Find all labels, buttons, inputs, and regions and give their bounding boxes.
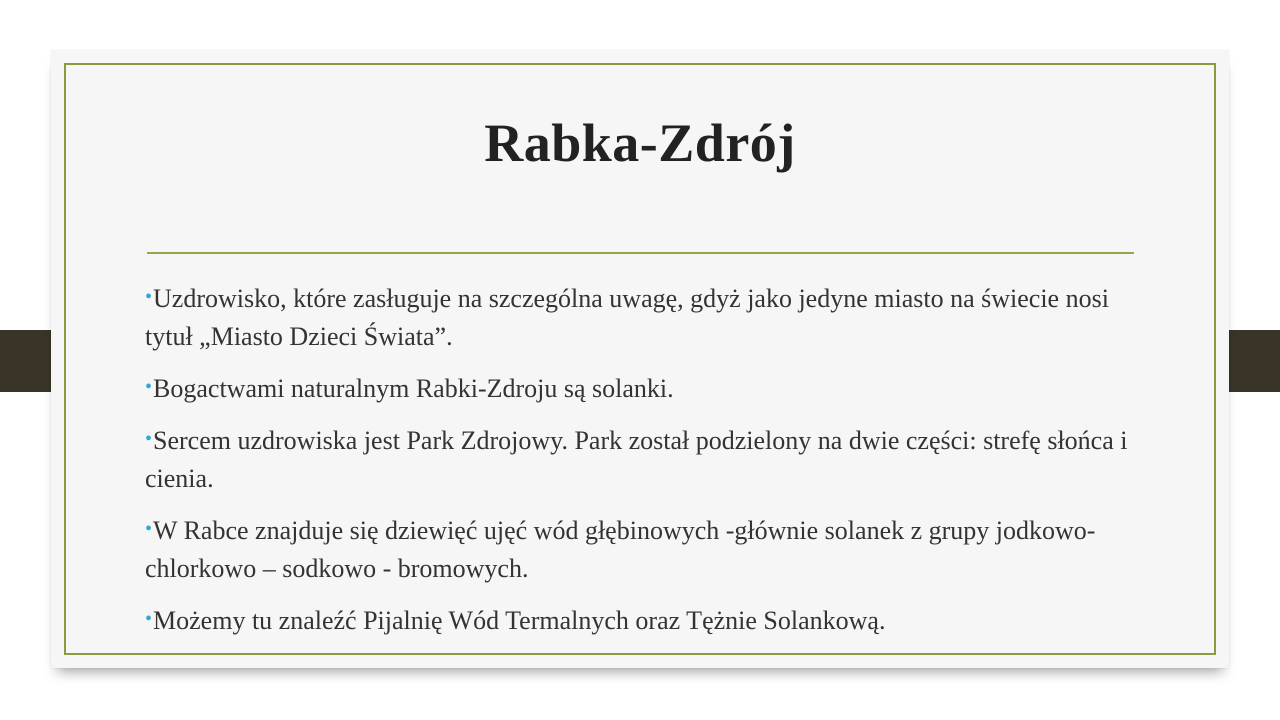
bullet-item	[145, 422, 1145, 498]
title-divider	[147, 252, 1134, 254]
bullet-item	[145, 512, 1145, 588]
bullet-text: Uzdrowisko, które zasługuje na szczególna uwagę, gdyż jako jedyne miasto na świecie nosi tytuł „Miasto Dzieci Świata”.	[145, 284, 1109, 351]
bullet-text: W Rabce znajduje się dziewięć ujęć wód głębinowych -głównie solanek z grupy jodkowo- chlorkowo – sodkowo - bromowych.	[145, 516, 1096, 583]
bullet-dot-icon: •	[145, 286, 153, 308]
bullet-item	[145, 602, 1145, 640]
bullet-item	[145, 280, 1145, 356]
slide-card	[51, 50, 1229, 668]
bullet-dot-icon: •	[145, 518, 153, 540]
bullet-dot-icon: •	[145, 608, 153, 630]
bullet-dot-icon: •	[145, 428, 153, 450]
bullet-text: Bogactwami naturalnym Rabki-Zdroju są solanki.	[153, 374, 674, 403]
bullet-item	[145, 370, 1145, 408]
bullet-list	[145, 280, 1145, 654]
bullet-text: Sercem uzdrowiska jest Park Zdrojowy. Park został podzielony na dwie części: strefę słońca i cienia.	[145, 426, 1128, 493]
bullet-text: Możemy tu znaleźć Pijalnię Wód Termalnych oraz Tężnie Solankową.	[153, 606, 886, 635]
slide-title: Rabka-Zdrój	[484, 113, 796, 173]
bullet-dot-icon: •	[145, 376, 153, 398]
